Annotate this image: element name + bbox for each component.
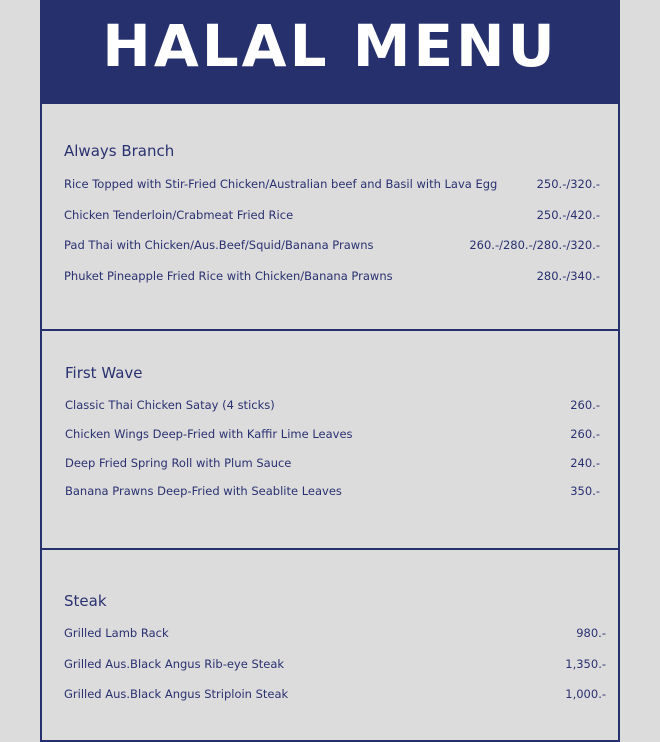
- section-always-branch: [40, 102, 620, 331]
- section-title: First Wave: [65, 364, 143, 382]
- item-name: Deep Fried Spring Roll with Plum Sauce: [65, 456, 292, 470]
- menu-item: [65, 454, 600, 472]
- section-title: Steak: [64, 592, 107, 610]
- item-price: 260.-/280.-/280.-/320.-: [469, 238, 600, 252]
- menu-item: [64, 236, 600, 254]
- menu-item: [64, 624, 606, 642]
- menu-item: [64, 655, 606, 673]
- item-name: Banana Prawns Deep-Fried with Seablite Leaves: [65, 484, 342, 498]
- item-price: 250.-/320.-: [536, 177, 600, 191]
- item-name: Grilled Lamb Rack: [64, 626, 169, 640]
- item-price: 260.-: [570, 398, 600, 412]
- item-price: 980.-: [576, 626, 606, 640]
- item-name: Rice Topped with Stir-Fried Chicken/Australian beef and Basil with Lava Egg: [64, 177, 498, 191]
- item-name: Phuket Pineapple Fried Rice with Chicken/Banana Prawns: [64, 269, 393, 283]
- item-name: Chicken Tenderloin/Crabmeat Fried Rice: [64, 208, 294, 222]
- menu-item: [65, 425, 600, 443]
- item-price: 1,350.-: [565, 657, 606, 671]
- menu-item: [65, 396, 600, 414]
- item-price: 250.-/420.-: [536, 208, 600, 222]
- section-steak: [40, 548, 620, 742]
- section-title: Always Branch: [64, 142, 175, 160]
- item-name: Classic Thai Chicken Satay (4 sticks): [65, 398, 275, 412]
- item-price: 240.-: [570, 456, 600, 470]
- menu-item: [64, 267, 600, 285]
- item-price: 280.-/340.-: [536, 269, 600, 283]
- menu-card: [40, 0, 620, 740]
- menu-header: [40, 0, 620, 104]
- menu-item: [64, 685, 606, 703]
- menu-title: HALAL MENU: [102, 12, 558, 80]
- menu-item: [65, 482, 600, 500]
- menu-item: [64, 175, 600, 193]
- item-name: Grilled Aus.Black Angus Striploin Steak: [64, 687, 289, 701]
- item-name: Chicken Wings Deep-Fried with Kaffir Lime Leaves: [65, 427, 353, 441]
- section-first-wave: [40, 329, 620, 550]
- item-name: Pad Thai with Chicken/Aus.Beef/Squid/Banana Prawns: [64, 238, 374, 252]
- item-price: 260.-: [570, 427, 600, 441]
- item-name: Grilled Aus.Black Angus Rib-eye Steak: [64, 657, 285, 671]
- item-price: 350.-: [570, 484, 600, 498]
- item-price: 1,000.-: [565, 687, 606, 701]
- menu-item: [64, 206, 600, 224]
